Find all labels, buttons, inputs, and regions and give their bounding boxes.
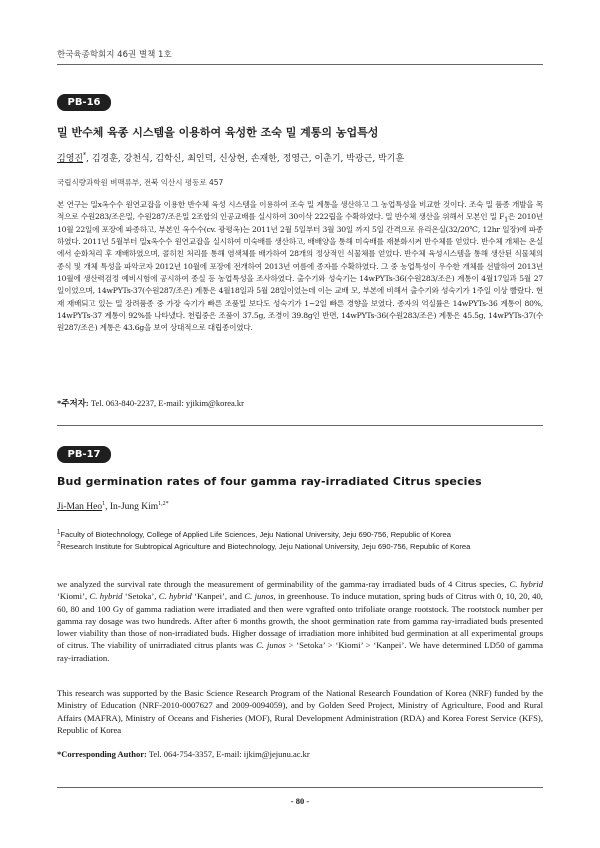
- body-text: , in greenhouse. To induce mutation, spring buds of Citrus with 0, 10, 20, 40, 60, 80 and 100 Gy of gamma radiation were irradiated and then were vgrafted onto trifoliate orange rootstock. The rootstock number per gamma ray dosage was two hundreds. After after 6 months growth, the shoot germination rate from gamma ray-irradiated buds presented lower viability than those of non-irradiated buds. Higher dossage of irradiation more inhibited bud germination at all experimental groups of citrus. The viability of unirradiated citrus plants was: [57, 591, 543, 651]
- affil1-sup: 1: [57, 529, 61, 536]
- affiliation-1: [57, 529, 543, 541]
- abstract1-authors: [57, 151, 543, 164]
- abstract1-affiliation: 국립식량과학원 벼맥류부, 전북 익산시 평동로 457: [57, 178, 224, 187]
- abstract2-body: [57, 578, 543, 664]
- abstract1-body-part2: 은 2010년 10월 22일에 포장에 파종하고, 부본인 옥수수(cv. 광평옥)는 2011년 2월 5일부터 3월 30일 까지 5일 간격으로 유리온실(32/20℃, 12hr 일장)에 파종하였다. 2011년 5월부터 밀x옥수수 원연교잡을 실시하여 미숙배를 생산하고, 배배양을 통해 미숙배를 재분화시켜 반수체를 얻었다. 반수체 개체는 온실에서 순화처리 후 재배하였으며, 콜히친 처리를 통해 염색체를 배가하여 28개의 정상적인 식물체를 얻었다. 반수체 육성시스템을 통해 생산된 식물체의 종식 및 개체 특성을 파악코자 2012년 10월에 포장에 전개하여 2013년 여름에 종자를 수확하였다. 그 중 농업특성이 우수한 개체를 선발하여 2013년 10월에 생산력검정 예비시험에 공시하여 종실 등 농업특성을 조사하였다. 출수기와 성숙기는 14wPYTs-36(수원283/조은) 계통이 4월17일과 5월 27일이었으며, 14wPYTs-37(수원287/조은) 계통은 4월18일과 5월 28일이었는데 이는 교배 모, 부본에 비해서 출수기와 성숙기가 1주일 이상 빨랐다. 현재 재배되고 있는 밀 장려품종 중 가장 숙기가 빠른 조품밀 보다도 성숙기가 1~2일 빠른 경향을 보였다. 종자의 억실률은 14wPYTs-36 계통이 80%, 14wPYTs-37 계통이 92%를 나타냈다. 천립중은 조품이 37.5g, 조경이 39.8g인 반면, 14wPYTs-36(수원283/조은) 계통은 45.5g, 14wPYTs-37(수원287/조은) 계통은 43.6g을 보여 상대적으로 대립종이였다.: [57, 212, 544, 333]
- body-text: ‘Kiomi’,: [57, 591, 90, 602]
- species-name: C. hybrid: [158, 591, 192, 602]
- abstract1-title: 밀 반수체 육종 시스템을 이용하여 육성한 조숙 밀 계통의 농업특성: [57, 126, 379, 139]
- f1-subscript: 1: [504, 216, 508, 224]
- abstract2-funding: This research was supported by the Basic Science Research Program of the National Research Foundation of Korea (NRF) funded by the Ministry of Education (NRF-2010-0007627 and 2009-0094059), and by Golden Seed Project, Ministry of Agriculture, Food and Rural Affairs (MAFRA), Ministry of Oceans and Fisheries (MOF), Rural Development Administration (RDA) and Korea Forest Service (KFS), Republic of Korea: [57, 688, 543, 735]
- body-text: ‘Setoka’,: [122, 591, 159, 602]
- header-rule: [57, 64, 543, 65]
- affil1-text: Faculty of Biotechnology, College of Applied Life Sciences, Jeju National University, Jeju 690-756, Republic of Korea: [60, 530, 451, 539]
- footer-rule: [57, 787, 543, 788]
- affiliation-2: [57, 541, 543, 553]
- body-text: we analyzed the survival rate through the measurement of germinability of the gamma-ray irradiated buds of 4 Citrus species,: [57, 579, 510, 589]
- abstract1-body-part1: 본 연구는 밀x옥수수 원연교잡을 이용한 반수체 육성 시스템을 이용하여 조숙 밀 계통을 생산하고 그 농업특성을 비교한 것이다. 조숙 밀 품종 개발을 목적으로 수원283/조은밀, 수원287/조은밀 2조합의 인공교배를 실시하여 30이삭 222립을 수확하였다. 밀 반수체 생산을 위해서 모본인 밀 F: [57, 200, 543, 222]
- co-authors: , 김경훈, 강천식, 김학신, 최인덕, 신상현, 손재한, 정영근, 이춘기, 박광근, 박기훈: [86, 154, 405, 164]
- corr-contact: Tel. 063-840-2237, E-mail: yjikim@korea.kr: [88, 398, 244, 408]
- author-kim-sup: 1,2*: [158, 500, 169, 507]
- abstract2-affiliations: [57, 529, 543, 552]
- section-divider: [57, 425, 543, 426]
- author-heo-sup: 1: [102, 500, 106, 507]
- corr-label: *주저자:: [57, 398, 89, 408]
- species-name: C. junos: [256, 640, 286, 651]
- body-text: ‘Kanpei’, and: [191, 591, 245, 602]
- page-number: - 80 -: [290, 796, 310, 806]
- abstract2-correspondence: [57, 749, 543, 759]
- affil2-text: Research Institute for Subtropical Agriculture and Biotechnology, Jeju National University, Jeju 690-756, Republic of Korea: [60, 541, 471, 551]
- corresponding-mark: *: [83, 152, 87, 159]
- corr-contact-en: Tel. 064-754-3357, E-mail: ijkim@jejunu.ac.kr: [146, 749, 310, 759]
- corr-label-en: *Corresponding Author:: [57, 749, 147, 759]
- first-author: 김영진: [57, 154, 84, 164]
- abstract-badge-pb16: PB-16: [57, 94, 111, 111]
- abstract2-title: Bud germination rates of four gamma ray-irradiated Citrus species: [57, 475, 482, 488]
- author-heo: Ji-Man Heo: [57, 502, 103, 512]
- species-name: C. junos: [244, 591, 274, 602]
- species-name: C. hybrid: [89, 591, 123, 602]
- abstract1-correspondence: [57, 397, 543, 409]
- abstract-badge-pb17: PB-17: [57, 446, 111, 463]
- abstract2-authors: [57, 502, 543, 512]
- species-name: C. hybrid: [509, 579, 543, 589]
- journal-header: 한국육종학회지 46권 별책 1호: [57, 50, 172, 60]
- affil2-sup: 2: [57, 540, 61, 547]
- author-kim: , In-Jung Kim: [105, 502, 159, 512]
- body-text: > ‘Setoka’ > ‘Kiomi’ > ‘Kanpei’. We have determined LD50 of gamma ray-irradiation.: [57, 640, 543, 663]
- abstract1-body: [57, 199, 543, 335]
